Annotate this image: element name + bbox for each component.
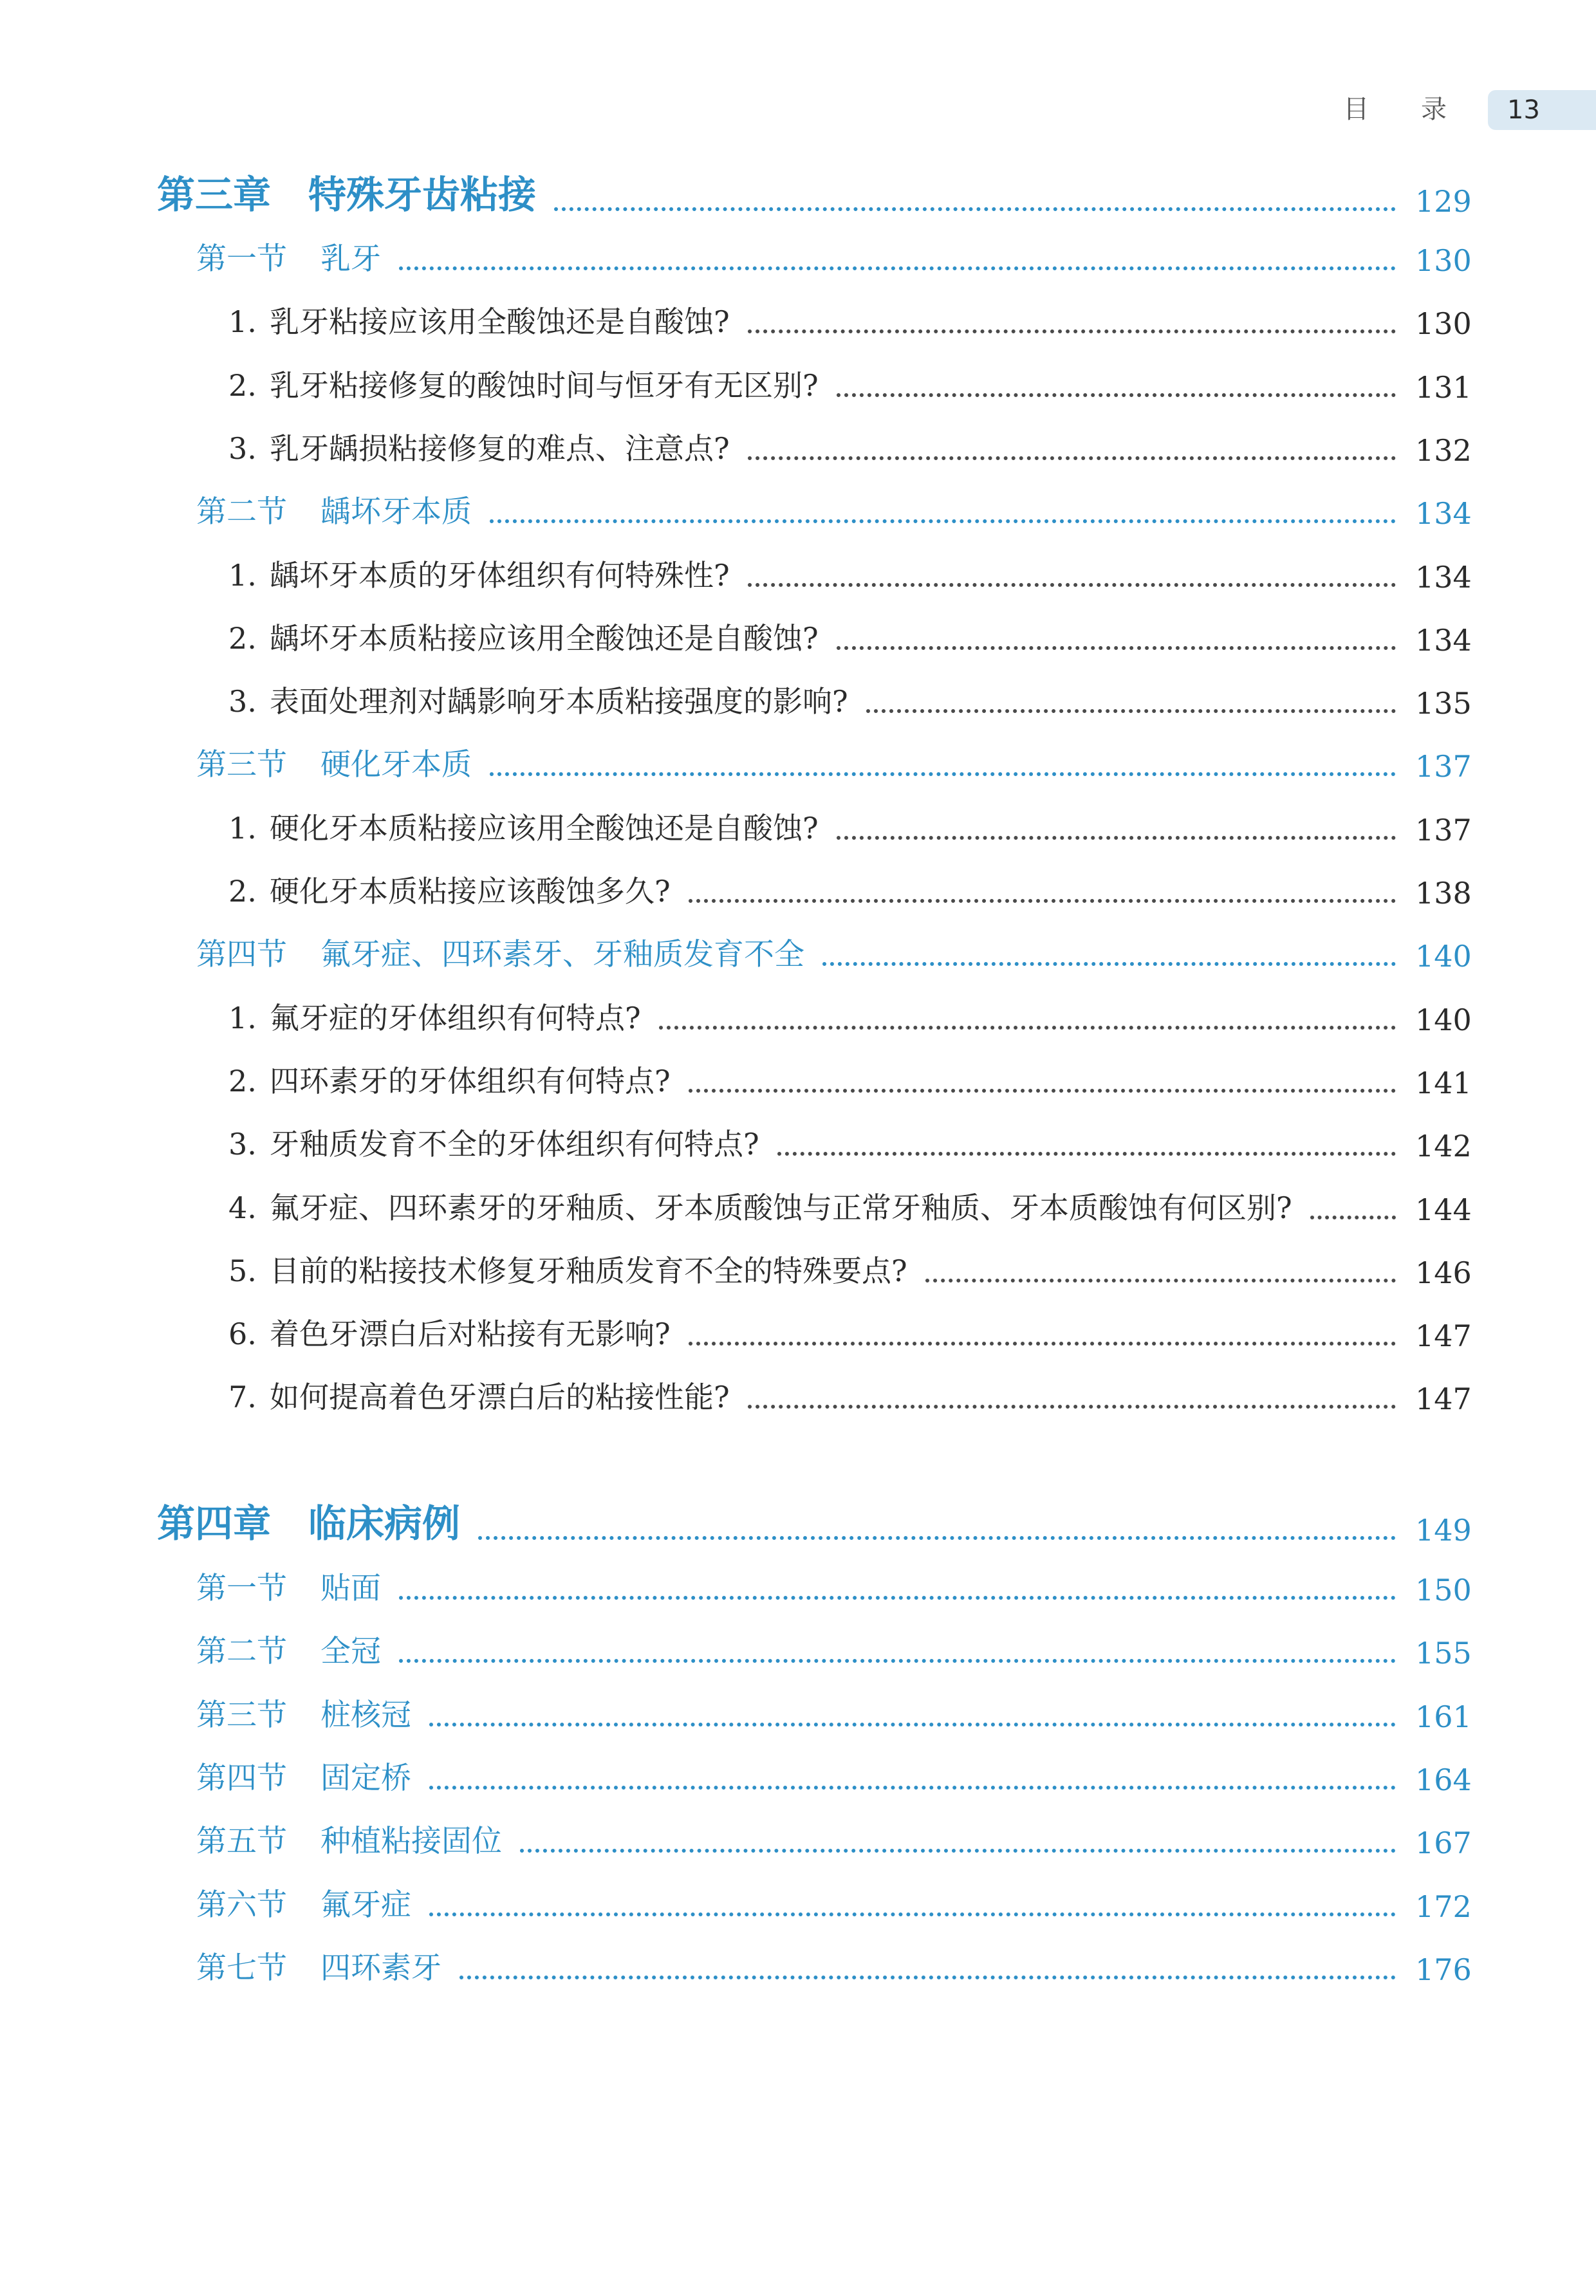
question-label	[228, 1248, 907, 1290]
section-page: 150	[1415, 1573, 1472, 1607]
section-page: 130	[1415, 243, 1472, 278]
section-number: 第一节	[196, 241, 287, 277]
question-page: 138	[1415, 876, 1472, 911]
section-entry[interactable]	[196, 1879, 1472, 1924]
leader-dots	[748, 456, 1396, 460]
chapter-title: 临床病例	[308, 1501, 461, 1546]
section-label	[196, 1944, 441, 1987]
section-number: 第三节	[196, 747, 287, 783]
section-page: 140	[1415, 939, 1472, 974]
question-number: 3.	[228, 684, 257, 719]
question-number: 2.	[228, 874, 257, 909]
section-number: 第四节	[196, 1760, 287, 1796]
section-title: 固定桥	[320, 1760, 411, 1796]
chapter-title: 特殊牙齿粘接	[308, 172, 537, 217]
chapter-label	[157, 164, 536, 219]
section-label	[196, 1817, 502, 1860]
chapter-number: 第四章	[157, 1501, 272, 1546]
question-number: 1.	[228, 1000, 257, 1035]
section-entry[interactable]	[196, 1625, 1472, 1671]
leader-dots	[659, 1026, 1396, 1030]
section-title: 氟牙症、四环素牙、牙釉质发育不全	[320, 937, 804, 973]
section-label	[196, 488, 472, 531]
section-number: 第五节	[196, 1824, 287, 1860]
question-number: 2.	[228, 367, 257, 403]
question-entry[interactable]	[228, 992, 1472, 1037]
leader-dots	[429, 1912, 1396, 1916]
question-label	[228, 1121, 759, 1163]
question-page: 140	[1415, 1002, 1472, 1037]
leader-dots	[490, 772, 1396, 776]
question-text: 目前的粘接技术修复牙釉质发育不全的特殊要点?	[270, 1253, 907, 1288]
section-label	[196, 1564, 381, 1607]
question-entry[interactable]	[228, 1055, 1472, 1100]
chapter-label	[157, 1493, 460, 1548]
leader-dots	[399, 1596, 1396, 1600]
question-text: 龋坏牙本质的牙体组织有何特殊性?	[270, 557, 730, 593]
question-page: 132	[1415, 432, 1472, 468]
section-entry[interactable]	[196, 1942, 1472, 1987]
page-number: 13	[1507, 95, 1540, 125]
leader-dots	[837, 836, 1396, 840]
section-title: 种植粘接固位	[320, 1824, 502, 1860]
question-number: 1.	[228, 304, 257, 340]
question-number: 7.	[228, 1380, 257, 1415]
chapter-page: 149	[1415, 1513, 1472, 1548]
section-page: 137	[1415, 749, 1472, 784]
chapter-entry[interactable]	[157, 1501, 1472, 1548]
question-number: 1.	[228, 557, 257, 593]
question-label	[228, 868, 671, 911]
section-title: 龋坏牙本质	[320, 494, 472, 530]
section-label	[196, 930, 804, 974]
section-label	[196, 1754, 411, 1797]
question-entry[interactable]	[228, 1308, 1472, 1354]
question-number: 3.	[228, 1127, 257, 1162]
leader-dots	[689, 1089, 1396, 1093]
question-label	[228, 678, 848, 721]
question-page: 137	[1415, 812, 1472, 847]
question-text: 牙釉质发育不全的牙体组织有何特点?	[270, 1127, 759, 1162]
section-label	[196, 1691, 411, 1734]
question-label	[228, 552, 730, 595]
leader-dots	[429, 1786, 1396, 1790]
leader-dots	[459, 1976, 1396, 1979]
question-number: 2.	[228, 620, 257, 656]
chapter-number: 第三章	[157, 172, 272, 217]
leader-dots	[689, 899, 1396, 903]
question-text: 如何提高着色牙漂白后的粘接性能?	[270, 1380, 730, 1415]
section-entry[interactable]	[196, 486, 1472, 532]
question-text: 表面处理剂对龋影响牙本质粘接强度的影响?	[270, 684, 848, 719]
section-number: 第四节	[196, 937, 287, 973]
leader-dots	[748, 1405, 1396, 1409]
question-number: 5.	[228, 1253, 257, 1288]
question-page: 147	[1415, 1382, 1472, 1417]
question-label	[228, 362, 819, 405]
section-label	[196, 235, 381, 278]
section-page: 167	[1415, 1826, 1472, 1861]
question-text: 四环素牙的牙体组织有何特点?	[270, 1063, 671, 1098]
section-number: 第一节	[196, 1571, 287, 1606]
question-text: 氟牙症、四环素牙的牙釉质、牙本质酸蚀与正常牙釉质、牙本质酸蚀有何区别?	[270, 1190, 1292, 1225]
chapter-entry[interactable]	[157, 172, 1472, 219]
question-text: 乳牙粘接修复的酸蚀时间与恒牙有无区别?	[270, 367, 819, 403]
section-number: 第七节	[196, 1950, 287, 1986]
question-number: 4.	[228, 1190, 257, 1225]
question-text: 着色牙漂白后对粘接有无影响?	[270, 1317, 671, 1352]
section-entry[interactable]	[196, 1689, 1472, 1734]
question-entry[interactable]	[228, 423, 1472, 468]
leader-dots	[399, 1659, 1396, 1663]
question-page: 141	[1415, 1065, 1472, 1100]
question-page: 130	[1415, 306, 1472, 342]
question-entry[interactable]	[228, 866, 1472, 911]
question-label	[228, 299, 730, 341]
leader-dots	[822, 962, 1396, 966]
question-number: 6.	[228, 1317, 257, 1352]
question-number: 2.	[228, 1063, 257, 1098]
section-title: 硬化牙本质	[320, 747, 472, 783]
section-title: 四环素牙	[320, 1950, 441, 1986]
question-number: 1.	[228, 810, 257, 846]
leader-dots	[1310, 1216, 1396, 1219]
leader-dots	[429, 1723, 1396, 1727]
section-entry[interactable]	[196, 1815, 1472, 1861]
question-page: 131	[1415, 369, 1472, 405]
question-label	[228, 995, 641, 1037]
leader-dots	[777, 1152, 1396, 1156]
section-page: 172	[1415, 1889, 1472, 1924]
question-entry[interactable]	[228, 360, 1472, 405]
question-entry[interactable]	[228, 1371, 1472, 1417]
section-number: 第二节	[196, 1634, 287, 1670]
question-entry[interactable]	[228, 802, 1472, 847]
leader-dots	[866, 709, 1396, 713]
chapter-page: 129	[1415, 184, 1472, 219]
leader-dots	[689, 1342, 1396, 1346]
section-page: 176	[1415, 1952, 1472, 1987]
question-page: 135	[1415, 686, 1472, 721]
question-text: 硬化牙本质粘接应该用全酸蚀还是自酸蚀?	[270, 810, 819, 846]
section-entry[interactable]	[196, 739, 1472, 784]
question-label	[228, 1311, 671, 1353]
question-text: 乳牙粘接应该用全酸蚀还是自酸蚀?	[270, 304, 730, 340]
leader-dots	[478, 1536, 1396, 1540]
section-page: 164	[1415, 1762, 1472, 1797]
section-title: 乳牙	[320, 241, 381, 277]
leader-dots	[748, 329, 1396, 333]
leader-dots	[490, 519, 1396, 523]
section-number: 第二节	[196, 494, 287, 530]
leader-dots	[554, 207, 1396, 211]
section-entry[interactable]	[196, 233, 1472, 278]
question-label	[228, 1185, 1292, 1227]
question-text: 氟牙症的牙体组织有何特点?	[270, 1000, 641, 1035]
question-page: 134	[1415, 622, 1472, 658]
question-label	[228, 615, 819, 658]
section-label	[196, 1881, 411, 1924]
question-text: 乳牙龋损粘接修复的难点、注意点?	[270, 430, 730, 466]
leader-dots	[837, 393, 1396, 397]
question-text: 硬化牙本质粘接应该酸蚀多久?	[270, 874, 671, 909]
section-entry[interactable]	[196, 929, 1472, 974]
section-title: 氟牙症	[320, 1887, 411, 1923]
section-number: 第三节	[196, 1697, 287, 1733]
question-entry[interactable]	[228, 1245, 1472, 1290]
section-entry[interactable]	[196, 1752, 1472, 1797]
leader-dots	[520, 1849, 1396, 1853]
leader-dots	[399, 266, 1396, 270]
section-title: 全冠	[320, 1634, 381, 1670]
section-page: 134	[1415, 496, 1472, 532]
question-label	[228, 805, 819, 847]
question-entry[interactable]	[228, 1182, 1472, 1227]
question-entry[interactable]	[228, 613, 1472, 658]
question-entry[interactable]	[228, 676, 1472, 721]
section-number: 第六节	[196, 1887, 287, 1923]
question-label	[228, 1374, 730, 1416]
section-title: 桩核冠	[320, 1697, 411, 1733]
question-page: 147	[1415, 1319, 1472, 1354]
question-label	[228, 1058, 671, 1100]
section-label	[196, 1627, 381, 1671]
section-page: 161	[1415, 1699, 1472, 1734]
question-number: 3.	[228, 430, 257, 466]
section-page: 155	[1415, 1636, 1472, 1671]
question-entry[interactable]	[228, 550, 1472, 595]
question-page: 144	[1415, 1192, 1472, 1227]
running-header-toc: 目 录	[1343, 95, 1469, 124]
question-entry[interactable]	[228, 1118, 1472, 1164]
question-text: 龋坏牙本质粘接应该用全酸蚀还是自酸蚀?	[270, 620, 819, 656]
leader-dots	[925, 1279, 1396, 1282]
section-entry[interactable]	[196, 1562, 1472, 1607]
question-page: 134	[1415, 559, 1472, 595]
question-label	[228, 425, 730, 468]
leader-dots	[748, 583, 1396, 587]
question-page: 146	[1415, 1255, 1472, 1290]
question-page: 142	[1415, 1129, 1472, 1164]
section-label	[196, 741, 472, 784]
question-entry[interactable]	[228, 296, 1472, 342]
leader-dots	[837, 646, 1396, 650]
section-title: 贴面	[320, 1571, 381, 1606]
